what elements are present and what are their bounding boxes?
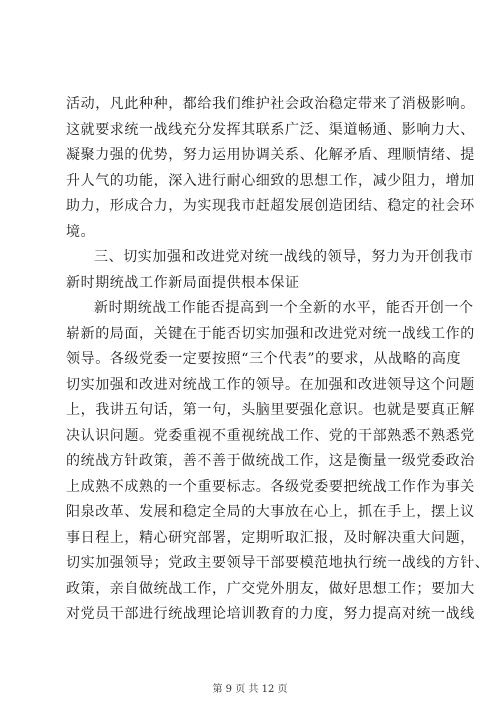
- text-line: 三、切实加强和改进党对统一战线的领导，努力为开创我市: [94, 249, 474, 265]
- page-number: 第 9 页 共 12 页: [212, 684, 288, 695]
- text-line: 的统战方针政策，善不善于做统战工作，这是衡量一级党委政治: [66, 453, 475, 469]
- text-line: 崭新的局面，关键在于能否切实加强和改进党对统一战线工作的: [66, 325, 475, 342]
- text-line: 上成熟不成熟的一个重要标志。各级党委要把统战工作作为事关: [66, 478, 475, 495]
- text-line: 切实加强领导；党政主要领导干部要模范地执行统一战线的方针、: [66, 555, 490, 571]
- text-line: 对党员干部进行统战理论培训教育的力度，努力提高对统一战线: [66, 606, 475, 622]
- text-line: 升人气的功能，深入进行耐心细致的思想工作，减少阻力，增加: [66, 172, 475, 189]
- page-footer: [0, 680, 500, 695]
- text-line: 事日程上，精心研究部署，定期听取汇报，及时解决重大问题，: [66, 529, 475, 546]
- section-heading: [66, 245, 474, 296]
- text-line: 切实加强和改进对统战工作的领导。在加强和改进领导这个问题: [66, 376, 475, 393]
- text-line: 新时期统战工作能否提高到一个全新的水平，能否开创一个: [94, 300, 474, 316]
- text-line: 这就要求统一战线充分发挥其联系广泛、渠道畅通、影响力大、: [66, 121, 475, 138]
- text-line: 活动，凡此种种，都给我们维护社会政治稳定带来了消极影响。: [66, 96, 475, 112]
- text-line: 凝聚力强的优势，努力运用协调关系、化解矛盾、理顺情绪、提: [66, 147, 475, 163]
- text-line: 领导。各级党委一定要按照“三个代表”的要求，从战略的高度: [66, 351, 462, 367]
- text-line: 境。: [66, 223, 96, 240]
- text-line: 决认识问题。党委重视不重视统战工作、党的干部熟悉不熟悉党: [66, 427, 475, 444]
- paragraph-1: [66, 92, 475, 245]
- text-line: 阳泉改革、发展和稳定全局的大事放在心上，抓在手上，摆上议: [66, 504, 475, 520]
- document-body: [66, 92, 490, 628]
- text-line: 助力，形成合力，为实现我市赶超发展创造团结、稳定的社会环: [66, 198, 475, 214]
- text-line: 政策，亲自做统战工作，广交党外朋友，做好思想工作；要加大: [66, 580, 475, 597]
- text-line: 上，我讲五句话，第一句，头脑里要强化意识。也就是要真正解: [66, 402, 475, 418]
- paragraph-3: [66, 296, 490, 628]
- text-line: 新时期统战工作新局面提供根本保证: [66, 274, 300, 291]
